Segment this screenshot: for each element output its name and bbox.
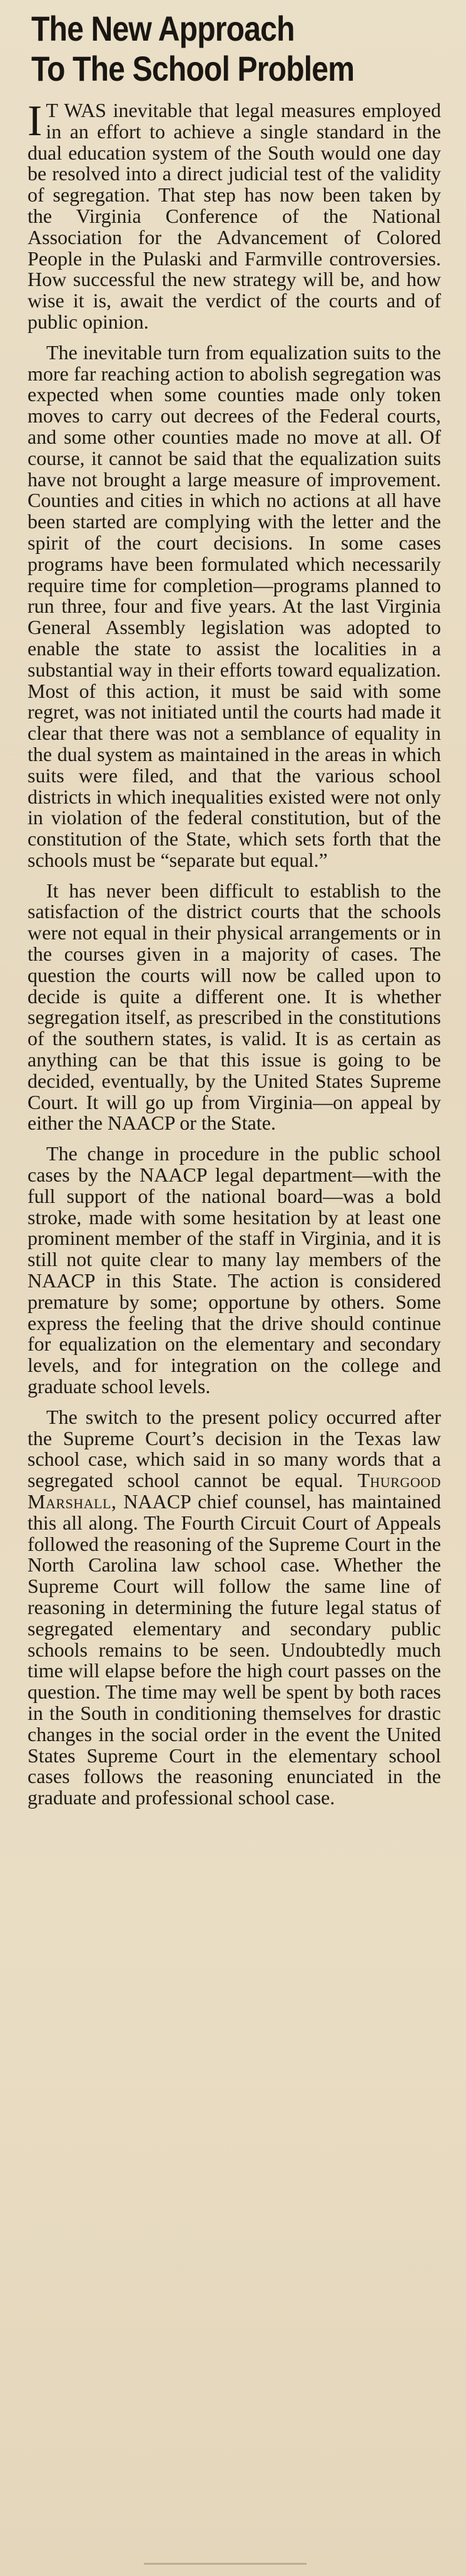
paragraph-4: The change in procedure in the public school cases by the NAACP legal department—with the full support of the national board—was a bold stroke, made with some hesitation by at least one prominent member of the staff in Virginia, and it is still not quite clear to many lay members of the NAACP in this State. The action is considered premature by some; opportune by others. Some express the feeling that the drive should continue for equalization on the elementary and secondary levels, and for integration on the college and graduate school levels.: [28, 1142, 441, 1398]
person-name: Thurgood Marshall: [28, 1469, 441, 1513]
paragraph-1-text: T WAS inevitable that legal measures employed in an effort to achieve a single standard in the dual education system of the South would one day be resolved into a direct judicial test of the validity of segregation. That step has now been taken by the Virginia Conference of the National Association for the Advancement of Colored People in the Pulaski and Farmville controversies. How successful the new strategy will be, and how wise it is, await the verdict of the courts and of public opinion.: [28, 99, 441, 333]
paragraph-3: It has never been difficult to establish to the satisfaction of the district courts that the schools were not equal in their physical arrangements or in the courses given in a majority of cases. The question the courts will now be called upon to decide is quite a different one. It is whether segregation itself, as prescribed in the constitutions of the southern states, is valid. It is as certain as anything can be that this issue is going to be decided, eventually, by the United States Supreme Court. It will go up from Virginia—on appeal by either the NAACP or the State.: [28, 879, 441, 1135]
paragraph-5: [28, 1407, 441, 1809]
bottom-divider: [144, 2563, 306, 2565]
headline-line-2: To The School Problem: [31, 49, 355, 88]
headline-line-1: The New Approach: [31, 9, 295, 48]
article-body: [28, 97, 441, 1809]
paragraph-5-text-before: The switch to the present policy occurred after the Supreme Court’s decision in the Texas law school case, which said in so many words that a segregated school cannot be equal.: [28, 1405, 441, 1492]
headline: [31, 9, 383, 89]
paragraph-5-text-after: , NAACP chief counsel, has maintained this all along. The Fourth Circuit Court of Appeals followed the reasoning of the Supreme Court in the North Carolina law school case. Whether the Supreme Court will follow the same line of reasoning in determining the future legal status of segregated elementary and secondary public schools remains to be seen. Undoubtedly much time will elapse before the high court passes on the question. The time may well be spent by both races in the South in conditioning themselves for drastic changes in the social order in the event the United States Supreme Court in the elementary school cases follows the reasoning enunciated in the graduate and professional school case.: [28, 1490, 441, 1809]
paragraph-1: [28, 97, 441, 333]
paragraph-2: The inevitable turn from equalization suits to the more far reaching action to abolish segregation was expected when some counties made only token moves to carry out decrees of the Federal courts, and some other counties made no move at all. Of course, it cannot be said that the equalization suits have not brought a large measure of improvement. Counties and cities in which no actions at all have been started are complying with the letter and the spirit of the court decisions. In some cases programs have been formulated which necessarily require time for completion—programs planned to run three, four and five years. At the last Virginia General Assembly legislation was adopted to enable the state to assist the localities in a substantial way in their efforts toward equalization. Most of this action, it must be said with some regret, was not initiated until the courts had made it clear that there was not a semblance of equality in the dual system as maintained in the areas in which suits were filed, and that the various school districts in which inequalities existed were not only in violation of the federal constitution, but of the constitution of the State, which sets forth that the schools must be “separate but equal.”: [28, 340, 441, 871]
drop-cap: I: [28, 97, 43, 145]
